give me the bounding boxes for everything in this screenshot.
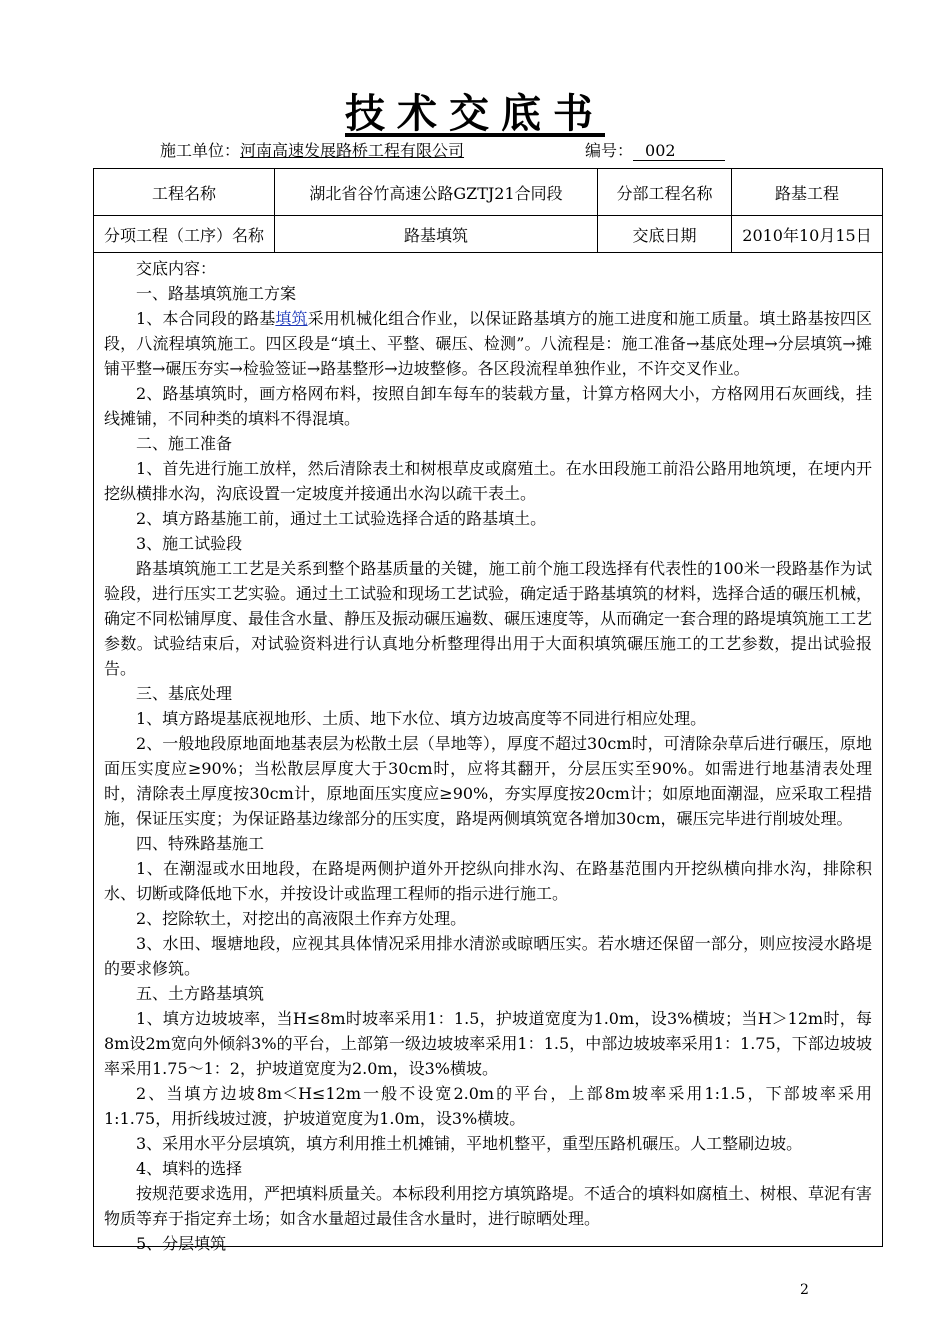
paragraph: 1、填方边坡坡率，当H≤8m时坡率采用1：1.5，护坡道宽度为1.0m，设3%横坡；当H＞12m时，每8m设2m宽向外倾斜3%的平台，上部第一级边坡坡率采用1：1.5，中部边坡坡率采用1：1.75，下部边坡坡率采用1.75～1：2，护坡道宽度为2.0m，设3%横坡。: [104, 1009, 872, 1078]
paragraph: 1、首先进行施工放样，然后清除表土和树根草皮或腐殖土。在水田段施工前沿公路用地筑埂，在埂内开挖纵横排水沟，沟底设置一定坡度并接通出水沟以疏干表土。: [104, 459, 872, 503]
paragraph: 2、填方路基施工前，通过土工试验选择合适的路基填土。: [136, 509, 547, 528]
paragraph: 5、分层填筑: [136, 1234, 227, 1253]
paragraph: 五、土方路基填筑: [136, 984, 265, 1003]
paragraph: 4、填料的选择: [136, 1159, 243, 1178]
item-value: 路基填筑: [275, 216, 598, 253]
unit-value: 河南高速发展路桥工程有限公司: [240, 141, 465, 160]
paragraph: 1、填方路堤基底视地形、土质、地下水位、填方边坡高度等不同进行相应处理。: [136, 709, 707, 728]
project-name-label: 工程名称: [94, 169, 275, 216]
paragraph: 2、挖除软土，对挖出的高液限土作弃方处理。: [136, 909, 467, 928]
paragraph: 三、基底处理: [136, 684, 233, 703]
item-label: 分项工程（工序）名称: [94, 216, 275, 253]
paragraph: 3、水田、堰塘地段，应视其具体情况采用排水清淤或晾晒压实。若水塘还保留一部分，则应按浸水路堤的要求修筑。: [104, 934, 872, 978]
paragraph: 1、在潮湿或水田地段，在路堤两侧护道外开挖纵向排水沟、在路基范围内开挖纵横向排水沟，排除积水、切断或降低地下水，并按设计或监理工程师的指示进行施工。: [104, 859, 872, 903]
paragraph: 2、一般地段原地面地基表层为松散土层（旱地等），厚度不超过30cm时，可清除杂草后进行碾压，原地面压实度应≥90%；当松散层厚度大于30cm时，应将其翻开，分层压实至90%。如需进行地基清表处理时，清除表土厚度按30cm计，原地面压实度应≥90%，夯实厚度按20cm计；如原地面潮湿，应采取工程措施，保证压实度；为保证路基边缘部分的压实度，路堤两侧填筑宽各增加30cm，碾压完毕进行削坡处理。: [104, 734, 872, 828]
fill-link[interactable]: 填筑: [275, 309, 308, 328]
table-row: [94, 169, 883, 216]
sub-project-label: 分部工程名称: [598, 169, 732, 216]
content-body: [94, 250, 882, 1256]
construction-unit: [160, 138, 464, 161]
content-intro: 交底内容：: [136, 259, 217, 278]
date-value: 2010年10月15日: [732, 216, 883, 253]
project-name-value: 湖北省谷竹高速公路GZTJ21合同段: [275, 169, 598, 216]
unit-label: 施工单位：: [160, 141, 241, 160]
paragraph: 1、本合同段的路基填筑采用机械化组合作业，以保证路基填方的施工进度和施工质量。填土路基按四区段，八流程填筑施工。四区段是“填土、平整、碾压、检测”。八流程是：施工准备→基底处理→分层填筑→摊铺平整→碾压夯实→检验签证→路基整形→边坡整修。各区段流程单独作业，不许交叉作业。: [104, 309, 872, 378]
document-title: 技术交底书: [345, 90, 605, 137]
date-label: 交底日期: [598, 216, 732, 253]
paragraph: 3、施工试验段: [136, 534, 243, 553]
paragraph: 一、路基填筑施工方案: [136, 284, 297, 303]
paragraph: 2、当填方边坡8m＜H≤12m一般不设宽2.0m的平台，上部8m坡率采用1:1.5，下部坡率采用1:1.75，用折线坡过渡，护坡道宽度为1.0m，设3%横坡。: [104, 1084, 872, 1128]
paragraph: 四、特殊路基施工: [136, 834, 265, 853]
number-label: 编号：: [585, 141, 634, 160]
sub-project-value: 路基工程: [732, 169, 883, 216]
paragraph: 按规范要求选用，严把填料质量关。本标段利用挖方填筑路堤。不适合的填料如腐植土、树根、草泥有害物质等弃于指定弃土场；如含水量超过最佳含水量时，进行晾晒处理。: [104, 1184, 873, 1228]
table-row: [94, 216, 883, 253]
header-table: [93, 168, 883, 253]
paragraph: 2、路基填筑时，画方格网布料，按照自卸车每车的装载方量，计算方格网大小，方格网用石灰画线，挂线摊铺，不同种类的填料不得混填。: [104, 384, 872, 428]
page-number: 2: [800, 1282, 809, 1298]
content-box: [93, 250, 883, 1253]
paragraph: 路基填筑施工工艺是关系到整个路基质量的关键，施工前个施工段选择有代表性的100米一段路基作为试验段，进行压实工艺实验。通过土工试验和现场工艺试验，确定适于路基填筑的材料，选择合适的碾压机械，确定不同松铺厚度、最佳含水量、静压及振动碾压遍数、碾压速度等，从而确定一套合理的路堤填筑施工工艺参数。试验结束后，对试验资料进行认真地分析整理得出用于大面积填筑碾压施工的工艺参数，提出试验报告。: [104, 559, 873, 678]
number-value: 002: [633, 141, 725, 161]
paragraph: 3、采用水平分层填筑，填方利用推土机摊铺，平地机整平，重型压路机碾压。人工整刷边坡。: [136, 1134, 803, 1153]
paragraph: 二、施工准备: [136, 434, 233, 453]
document-number: [585, 138, 725, 161]
